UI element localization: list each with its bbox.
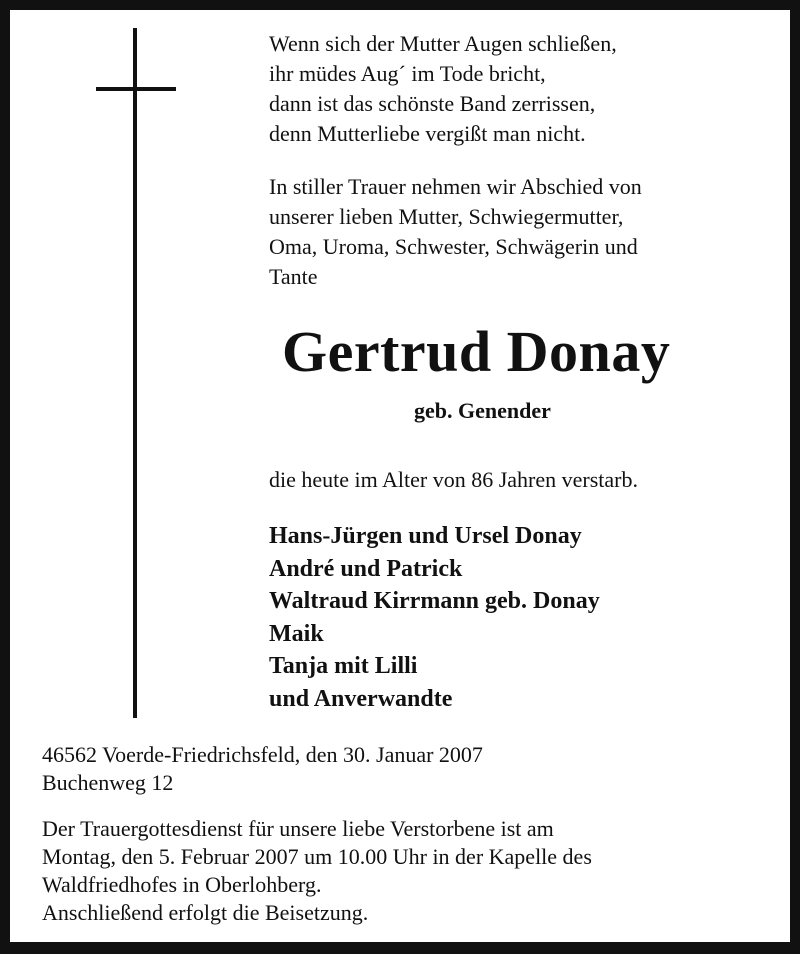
deceased-age-text: die heute im Alter von 86 Jahren verstarb. [269,467,639,492]
mourner-entry: Hans-Jürgen und Ursel Donay [269,523,582,549]
service-line: Anschließend erfolgt die Beisetzung. [42,900,369,925]
intro-line: Tante [269,264,318,289]
mourner-entry: Waltraud Kirrmann geb. Donay [269,588,600,614]
cross-vertical-bar [133,28,137,718]
mourner-entry: Tanja mit Lilli [269,653,418,679]
funeral-service-info [42,815,592,927]
mourning-intro [269,172,779,292]
place-and-date: 46562 Voerde-Friedrichsfeld, den 30. Januar 2007 [42,742,483,767]
poem-line: denn Mutterliebe vergißt man nicht. [269,121,586,146]
address-block [42,741,483,797]
mourners-list [269,520,600,715]
cross-horizontal-bar [96,87,176,91]
street-address: Buchenweg 12 [42,770,174,795]
service-line: Der Trauergottesdienst für unsere liebe Verstorbene ist am [42,816,554,841]
mourner-entry: Maik [269,620,324,647]
intro-line: In stiller Trauer nehmen wir Abschied von [269,174,642,199]
cross-icon [96,28,176,718]
mourner-entry: und Anverwandte [269,685,453,712]
intro-line: unserer lieben Mutter, Schwiegermutter, [269,204,624,229]
deceased-name: Gertrud Donay [282,319,671,384]
service-line: Waldfriedhofes in Oberlohberg. [42,872,322,897]
intro-line: Oma, Uroma, Schwester, Schwägerin und [269,234,638,259]
deceased-birth-name: geb. Genender [414,398,551,423]
poem [269,29,769,149]
poem-line: ihr müdes Aug´ im Tode bricht, [269,61,546,86]
poem-line: dann ist das schönste Band zerrissen, [269,91,596,116]
mourner-entry: André und Patrick [269,555,463,582]
poem-line: Wenn sich der Mutter Augen schließen, [269,31,617,56]
service-line: Montag, den 5. Februar 2007 um 10.00 Uhr in der Kapelle des [42,844,592,869]
